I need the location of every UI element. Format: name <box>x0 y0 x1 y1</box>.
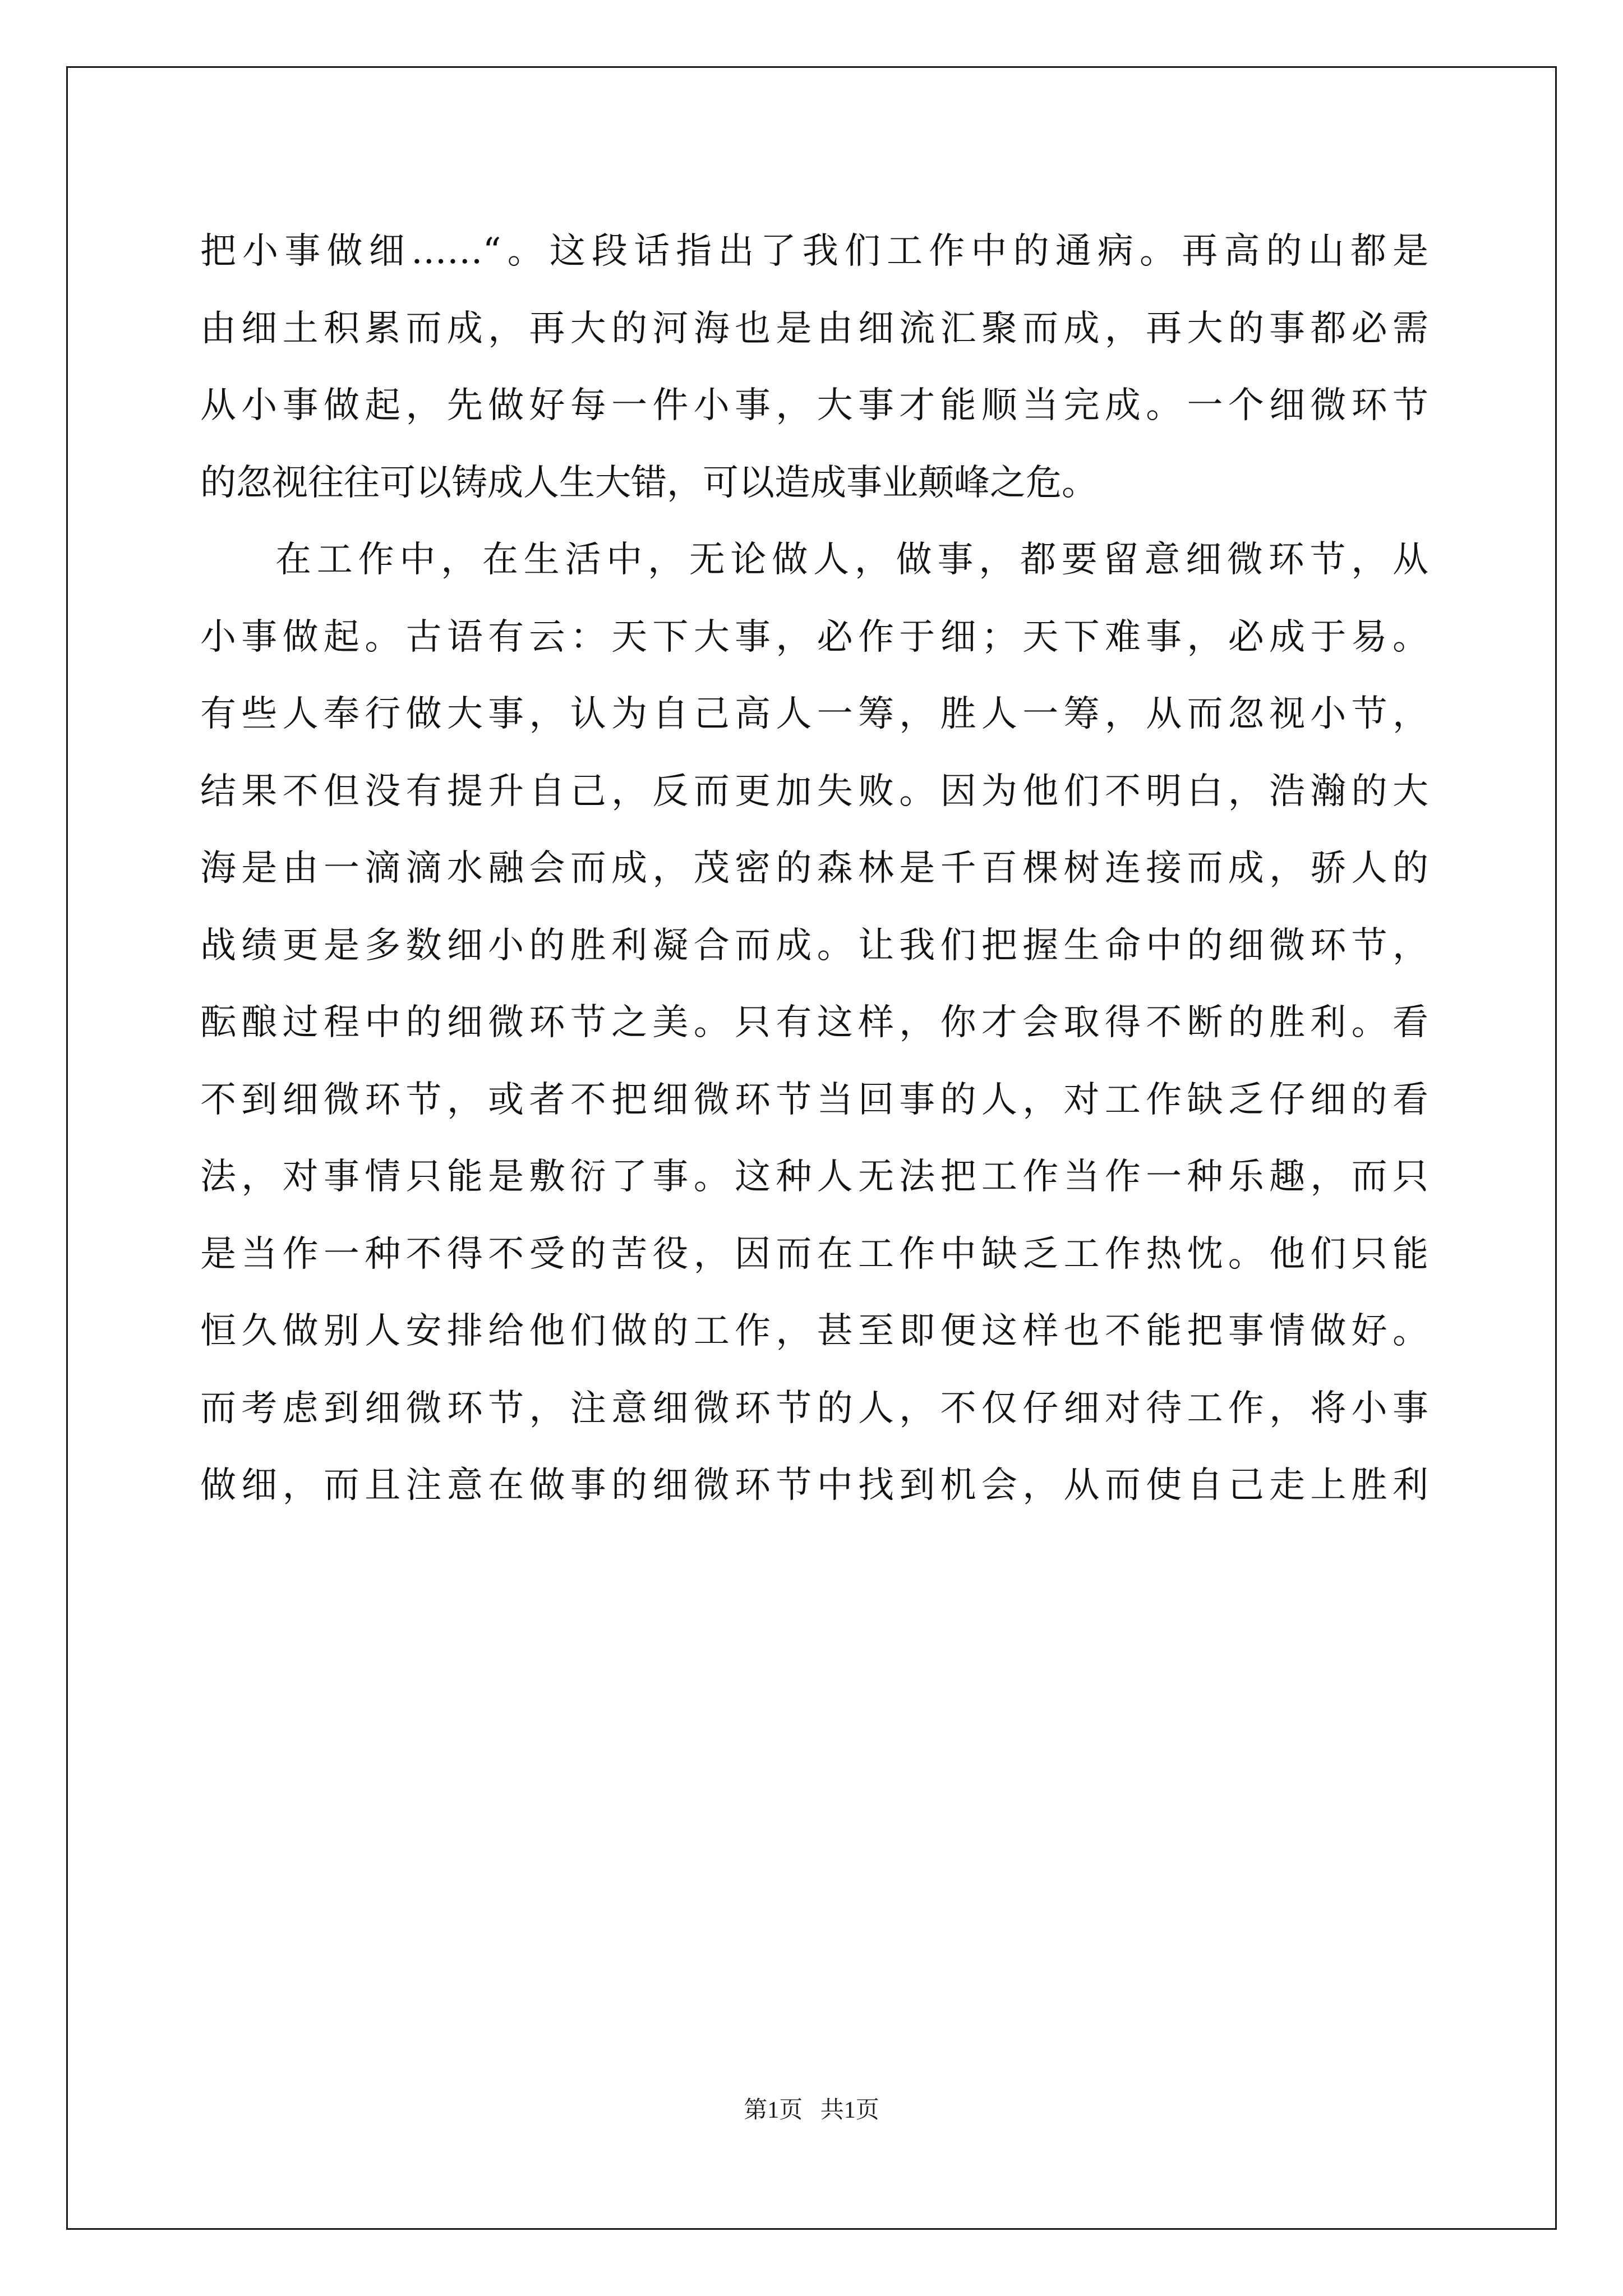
text-line: 做细，而且注意在做事的细微环节中找到机会，从而使自己走上胜利 <box>200 1465 1428 1506</box>
page-total: 共1页 <box>820 2097 879 2123</box>
text-line: 结果不但没有提升自己，反而更加失败。因为他们不明白，浩瀚的大 <box>200 770 1428 812</box>
text-line: 把小事做细……“。这段话指出了我们工作中的通病。再高的山都是 <box>200 231 1428 272</box>
text-line: 由细土积累而成，再大的河海也是由细流汇聚而成，再大的事都必需 <box>200 307 1428 349</box>
body-text <box>200 213 1428 1525</box>
text-line: 在工作中，在生活中，无论做人，做事，都要留意细微环节，从 <box>275 539 1428 581</box>
text-line: 不到细微环节，或者不把细微环节当回事的人，对工作缺乏仔细的看 <box>200 1079 1428 1121</box>
paragraph-2 <box>200 522 1428 1525</box>
text-line: 是当作一种不得不受的苦役，因而在工作中缺乏工作热忱。他们只能 <box>200 1233 1428 1275</box>
page-footer <box>0 2091 1623 2125</box>
paragraph-1 <box>200 213 1428 522</box>
text-line: 酝酿过程中的细微环节之美。只有这样，你才会取得不断的胜利。看 <box>200 1002 1428 1043</box>
text-line: 从小事做起，先做好每一件小事，大事才能顺当完成。一个细微环节 <box>200 385 1428 426</box>
text-line: 恒久做别人安排给他们做的工作，甚至即便这样也不能把事情做好。 <box>200 1310 1428 1352</box>
text-line: 小事做起。古语有云：天下大事，必作于细；天下难事，必成于易。 <box>200 616 1428 658</box>
text-line: 的忽视往往可以铸成人生大错，可以造成事业颠峰之危。 <box>200 462 1098 504</box>
text-line: 法，对事情只能是敷衍了事。这种人无法把工作当作一种乐趣，而只 <box>200 1156 1428 1198</box>
text-line: 海是由一滴滴水融会而成，茂密的森林是千百棵树连接而成，骄人的 <box>200 848 1428 889</box>
page-number: 第1页 <box>744 2097 803 2123</box>
text-line: 而考虑到细微环节，注意细微环节的人，不仅仔细对待工作，将小事 <box>200 1387 1428 1429</box>
text-line: 有些人奉行做大事，认为自己高人一筹，胜人一筹，从而忽视小节， <box>200 693 1428 735</box>
text-line: 战绩更是多数细小的胜利凝合而成。让我们把握生命中的细微环节， <box>200 924 1428 967</box>
